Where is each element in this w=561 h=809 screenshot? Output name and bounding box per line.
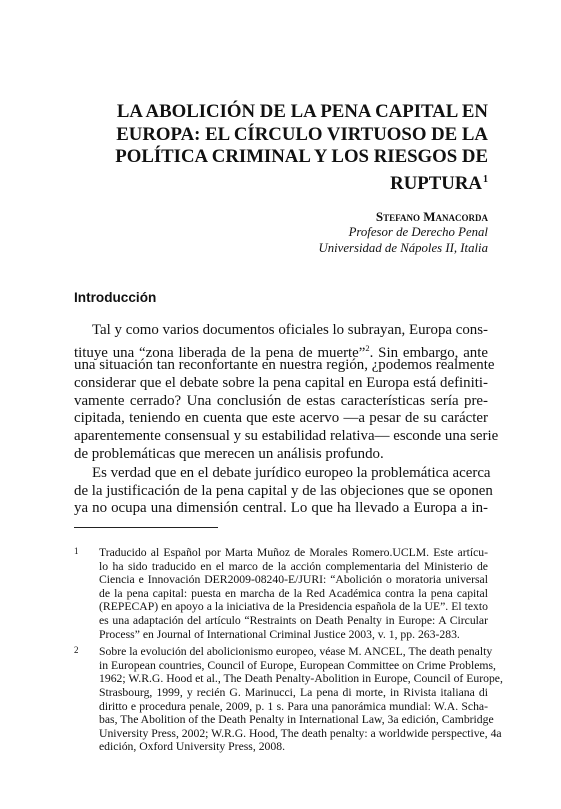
section-heading: Introducción — [74, 290, 157, 305]
text-line: una situación tan reconfortante en nuestra región, ¿podemos realmente — [74, 357, 495, 374]
title-last-word: RUPTURA — [390, 172, 482, 194]
footnote-line: Process” en Journal of International Criminal Justice 2003, v. 1, pp. 263-283. — [99, 627, 460, 641]
footnote — [74, 546, 488, 641]
text-line: ya no ocupa una dimensión central. Lo que ha llevado a Europa a in- — [74, 500, 488, 517]
text-fragment: tituye una “zona liberada de la pena de muerte” — [74, 344, 366, 361]
footnote-line: lo ha sido traducido en el marco de la acción complementaria del Ministerio de — [99, 559, 488, 573]
title-line — [74, 169, 488, 196]
document-title — [74, 101, 488, 195]
paragraph — [74, 322, 499, 464]
footnote — [74, 645, 503, 754]
title-line: POLÍTICA CRIMINAL Y LOS RIESGOS DE — [115, 146, 488, 168]
footnote-line: Strasbourg, 1999, y recién G. Marinucci, La pena di morte, in Rivista italiana di — [99, 685, 488, 699]
text-line: Tal y como varios documentos oficiales lo subrayan, Europa cons- — [92, 322, 488, 338]
text-line: Es verdad que en el debate jurídico europeo la problemática acerca — [92, 465, 491, 481]
title-line: LA ABOLICIÓN DE LA PENA CAPITAL EN — [116, 101, 488, 122]
footnote-line: diritto e procedura penale, 2009, p. 1 s. Para una panorámica mundial: W.A. Scha- — [99, 699, 488, 713]
footnote-separator — [74, 527, 218, 528]
text-line: aparentemente consensual y su estabilidad relativa— esconde una serie — [74, 428, 499, 445]
text-fragment: . Sin embargo, ante — [369, 344, 488, 361]
footnote-line: bas, The Abolition of the Death Penalty in International Law, 3a edición, Cambridge — [99, 713, 494, 727]
footnote-line: Sobre la evolución del abolicionismo europeo, véase M. ANCEL, The death penalty — [99, 645, 493, 659]
footnote-line: de la pena capital: puesta en marcha de la Red Académica contra la pena capital — [99, 586, 488, 600]
title-footnote-mark: 1 — [483, 173, 488, 185]
author-role: Profesor de Derecho Penal — [348, 225, 488, 239]
footnote-line: in European countries, Council of Europe, European Committee on Crime Problems, — [99, 658, 496, 672]
author-name: Stefano Manacorda — [375, 209, 488, 224]
text-line: vamente cerrado? Una conclusión de estas características sería pre- — [74, 392, 488, 409]
text-line — [74, 340, 488, 361]
footnote-line: Traducido al Español por Marta Muñoz de Morales Romero.UCLM. Este artícu- — [99, 546, 488, 559]
text-line: cipitada, teniendo en cuenta que este acervo —a pesar de su carácter — [74, 410, 488, 427]
footnote-line: edición, Oxford University Press, 2008. — [99, 740, 286, 754]
text-line: de problemáticas que merecen un análisis profundo. — [74, 445, 384, 462]
footnotes — [74, 546, 503, 758]
author-affiliation: Universidad de Nápoles II, Italia — [318, 240, 488, 255]
author-block — [318, 209, 488, 257]
footnote-ref: 2 — [365, 342, 370, 353]
footnote-number: 2 — [74, 645, 79, 656]
footnote-number: 1 — [74, 546, 79, 556]
footnote-line: Ciencia e Innovación DER2009-08240-E/JURI: “Abolición o moratoria universal — [99, 573, 488, 587]
footnote-line: University Press, 2002; W.R.G. Hood, The death penalty: a worldwide perspective, 4a — [99, 726, 502, 740]
text-line: considerar que el debate sobre la pena capital en Europa está definiti- — [74, 375, 488, 392]
paragraph — [74, 465, 493, 518]
text-line: de la justificación de la pena capital y de las objeciones que se oponen — [74, 482, 493, 499]
footnote-line: (REPECAP) en apoyo a la iniciativa de la Presidencia española de la UE”. El texto — [99, 600, 488, 614]
footnote-line: 1962; W.R.G. Hood et al., The Death Penalty-Abolition in Europe, Council of Europe, — [99, 672, 503, 686]
title-line: EUROPA: EL CÍRCULO VIRTUOSO DE LA — [116, 123, 488, 145]
footnote-line: es una adaptación del artículo “Restraints on Death Penalty in Europe: A Circular — [99, 613, 488, 627]
